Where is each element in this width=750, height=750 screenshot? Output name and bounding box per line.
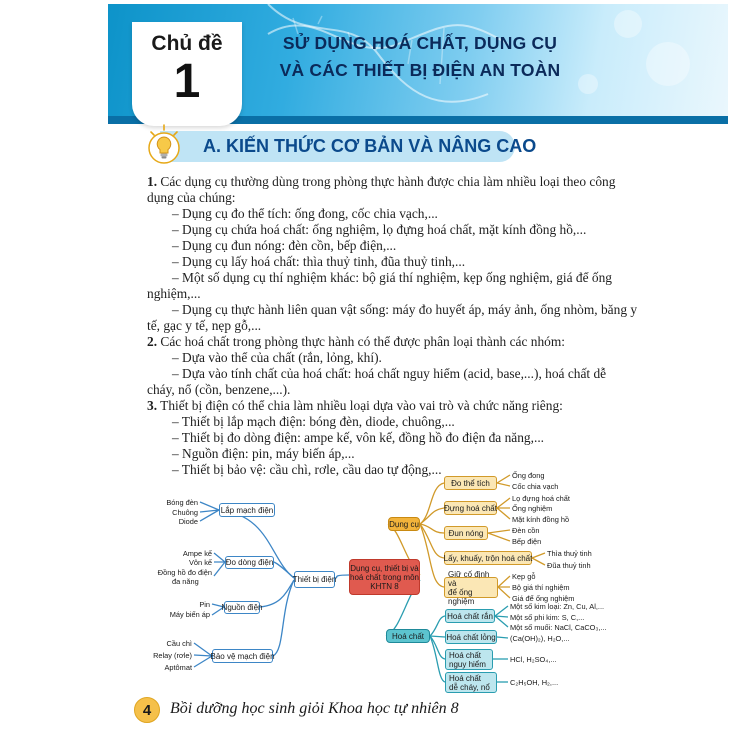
leaf-hc-long: (Ca(OH)₂), H₂O,...	[510, 634, 570, 643]
p3-item2: – Thiết bị đo dòng điện: ampe kế, vôn kế, đồng hồ đo điện đa năng,...	[172, 430, 545, 445]
node-do-the-tich: Đo thể tích	[444, 476, 497, 490]
node-hc-chay-no-line1: Hoá chất	[449, 673, 482, 683]
node-hc-nguy-hiem-line2: nguy hiểm	[449, 659, 486, 669]
p1-item2: – Dụng cụ chứa hoá chất: ống nghiệm, lọ đựng hoá chất, mặt kính đồng hồ,...	[172, 222, 587, 237]
leaf-ong-nghiem: Ống nghiệm	[512, 504, 553, 513]
leaf-bep-dien: Bếp điện	[512, 537, 542, 546]
node-hc-chay-no-line2: dễ cháy, nổ	[449, 682, 490, 692]
p2-item2-line2: cháy, nổ (cồn, benzene,...).	[147, 382, 291, 397]
node-nguon-dien: Nguồn điện	[221, 603, 263, 612]
p3-item4: – Thiết bị bảo vệ: cầu chì, rơle, cầu dao tự động,...	[172, 462, 442, 477]
leaf-thia-thuy-tinh: Thìa thuỷ tinh	[547, 549, 592, 558]
leaf-relay: Relay (rơle)	[153, 651, 192, 660]
leaf-ampe-ke: Ampe kế	[182, 549, 212, 558]
book-title: Bồi dưỡng học sinh giỏi Khoa học tự nhiên 8	[170, 700, 459, 717]
p1-item5-line2: nghiệm,...	[147, 286, 201, 301]
node-dun-nong: Đun nóng	[444, 526, 488, 540]
node-hc-nguy-hiem-line1: Hoá chất	[449, 650, 482, 660]
node-lap-mach-dien: Lắp mạch điện	[219, 503, 275, 517]
leaf-von-ke: Vôn kế	[188, 558, 212, 567]
node-giu-co-dinh-line2: để ống nghiệm	[448, 587, 475, 606]
p2-number: 2.	[147, 334, 158, 349]
chapter-label: Chủ đề	[151, 32, 223, 55]
leaf-chuong: Chuông	[172, 508, 198, 517]
leaf-den-con: Đèn cồn	[512, 526, 540, 535]
leaf-bo-gia-thi-nghiem: Bộ giá thí nghiệm	[512, 583, 570, 592]
p1-item1: – Dụng cụ đo thể tích: ống đong, cốc chia vạch,...	[172, 206, 438, 221]
leaf-kim-loai: Một số kim loại: Zn, Cu, Al,...	[510, 602, 605, 611]
chapter-title-line2: VÀ CÁC THIẾT BỊ ĐIỆN AN TOÀN	[279, 60, 561, 80]
leaf-mat-kinh-dong-ho: Mặt kính đồng hồ	[512, 515, 570, 524]
node-hoa-chat-chay-no	[445, 672, 497, 693]
node-lay-khuay-tron: Lấy, khuấy, trộn hoá chất	[444, 551, 532, 565]
node-giu-co-dinh	[444, 569, 498, 606]
leaf-cau-chi: Cầu chì	[166, 639, 192, 648]
p3-item3: – Nguồn điện: pin, máy biến áp,...	[172, 446, 355, 461]
p1-item3: – Dụng cụ đun nóng: đèn cồn, bếp điện,...	[172, 238, 397, 253]
mindmap-center-node: Dụng cụ, thiết bị và hoá chất trong môn KHTN 8	[349, 559, 420, 595]
p3-line1-text: Thiết bị điện có thể chia làm nhiều loại dựa vào vai trò và chức năng riêng:	[160, 398, 563, 413]
p2-item2-line1: – Dựa vào tính chất của hoá chất: hoá chất nguy hiểm (acid, base,...), hoá chất dễ	[172, 366, 607, 381]
node-hoa-chat-ran: Hoá chất rắn	[445, 609, 495, 623]
p2-item1: – Dựa vào thể của chất (rắn, lỏng, khí).	[172, 350, 382, 365]
leaf-dong-ho-do-dien: Đồng hồ đo điện	[157, 568, 212, 577]
node-hoa-chat-nguy-hiem	[445, 649, 493, 670]
p2-line1-text: Các hoá chất trong phòng thực hành có thể được phân loại thành các nhóm:	[160, 334, 566, 349]
chapter-title-line1: SỬ DỤNG HOÁ CHẤT, DỤNG CỤ	[282, 33, 558, 53]
leaf-gia-de-ong-nghiem: Giá để ống nghiệm	[512, 594, 575, 603]
leaf-muoi: Một số muối: NaCl, CaCO₃,...	[510, 623, 607, 632]
node-bao-ve-mach-dien: Bảo vệ mạch điện	[212, 649, 273, 663]
leaf-hc-nguy-hiem: HCl, H₂SO₄,...	[510, 655, 557, 664]
node-giu-co-dinh-line1: Giữ cố định và	[448, 569, 490, 588]
node-thiet-bi-dien: Thiết bị điện	[294, 571, 335, 588]
node-do-dong-dien: Đo dòng điện	[225, 558, 274, 567]
node-hoa-chat-long: Hoá chất lỏng	[445, 630, 497, 644]
leaf-may-bien-ap: Máy biến áp	[169, 610, 210, 619]
leaf-diode: Diode	[178, 517, 198, 526]
node-hoa-chat: Hoá chất	[386, 629, 430, 643]
p1-item5-line1: – Một số dụng cụ thí nghiệm khác: bộ giá thí nghiệm, kẹp ống nghiệm, giá để ống	[172, 270, 612, 285]
p3-item1: – Thiết bị lắp mạch điện: bóng đèn, diode, chuông,...	[172, 414, 455, 429]
leaf-bong-den: Bóng đèn	[166, 498, 198, 507]
leaf-pin: Pin	[199, 600, 210, 609]
chapter-number: 1	[173, 55, 201, 108]
leaf-dua-thuy-tinh: Đũa thuỷ tinh	[547, 561, 591, 570]
p1-item4: – Dụng cụ lấy hoá chất: thìa thuỷ tinh, đũa thuỷ tinh,...	[172, 254, 466, 269]
leaf-da-nang: đa năng	[172, 577, 199, 586]
p1-item6-line1: – Dụng cụ thực hành liên quan vật sống: máy đo huyết áp, máy ảnh, ống nhòm, băng y	[172, 302, 638, 317]
p3-number: 3.	[147, 398, 158, 413]
leaf-aptomat: Aptômat	[164, 663, 192, 672]
node-dung-cu: Dụng cụ	[388, 517, 420, 531]
p1-line2: dụng của chúng:	[147, 190, 236, 205]
page-number: 4	[134, 697, 160, 723]
leaf-phi-kim: Một số phi kim: S, C,...	[510, 613, 585, 622]
p1-item6-line2: tế, gạc y tế, nẹp gỗ,...	[147, 318, 262, 333]
leaf-lo-dung-hoa-chat: Lọ đựng hoá chất	[512, 494, 570, 503]
leaf-hc-chay-no: C₂H₅OH, H₂,...	[510, 678, 559, 687]
leaf-coc-chia-vach: Cốc chia vạch	[512, 482, 559, 491]
p1-number: 1.	[147, 174, 158, 189]
leaf-kep-go: Kẹp gỗ	[512, 572, 536, 581]
p1-line1-text: Các dụng cụ thường dùng trong phòng thực hành được chia làm nhiều loại theo công	[160, 174, 616, 189]
section-title: A. KIẾN THỨC CƠ BẢN VÀ NÂNG CAO	[203, 136, 537, 156]
node-dung-hoa-chat: Đựng hoá chất	[444, 501, 497, 515]
leaf-ong-dong: Ống đong	[512, 471, 545, 480]
